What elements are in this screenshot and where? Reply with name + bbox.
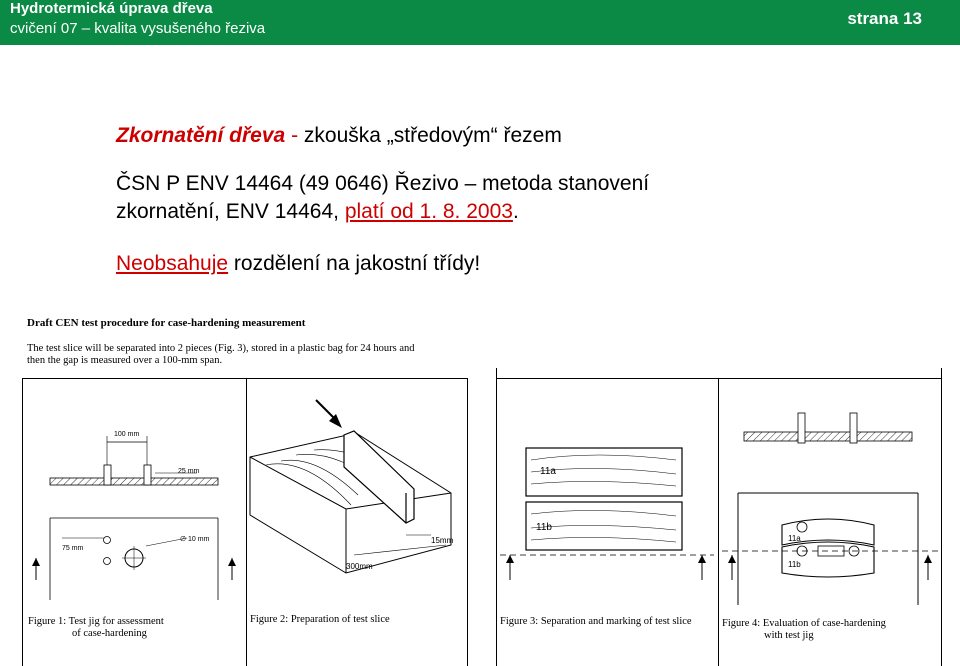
header-bar: [0, 0, 960, 45]
slide-title: [116, 124, 562, 148]
fig4-jig-bar: [744, 432, 912, 441]
fig3-caption: Figure 3: Separation and marking of test slice: [500, 616, 692, 627]
standard-suffix: .: [512, 200, 519, 223]
fig1-caption-l1: Figure 1: Test jig for assessment: [28, 616, 164, 627]
exercise-subtitle: cvičení 07 – kvalita vysušeného řeziva: [10, 20, 266, 37]
standard-line1: ČSN P ENV 14464 (49 0646) Řezivo – metoda stanovení: [116, 172, 650, 195]
course-title: Hydrotermická úprava dřeva: [10, 0, 213, 17]
draft-text-line1: The test slice will be separated into 2 pieces (Fig. 3), stored in a plastic bag for 24 hours and: [27, 343, 415, 354]
title-main: Zkornatění dřeva: [116, 124, 286, 147]
figure-3-drawing: [496, 440, 718, 590]
standard-prefix: zkornatění, ENV 14464,: [116, 200, 345, 223]
standard-valid-date: platí od 1. 8. 2003: [344, 200, 513, 223]
fig1-caption-l2: of case-hardening: [72, 628, 147, 639]
fig4-label-11b: 11b: [788, 560, 801, 569]
fig4-caption: [722, 618, 886, 642]
fig1-dim-25: 25 mm: [178, 468, 200, 475]
draft-heading: Draft CEN test procedure for case-hardening measurement: [27, 317, 306, 329]
note-underlined: Neobsahuje: [116, 252, 229, 275]
jig-pin-left: [104, 465, 111, 485]
draft-text: [27, 343, 467, 367]
page-number: strana 13: [847, 9, 922, 28]
fig4-label-11a: 11a: [788, 534, 801, 543]
fig1-dim-10: ∅ 10 mm: [180, 536, 210, 543]
fig4-caption-l2: with test jig: [764, 630, 814, 641]
figure-1-drawing: [22, 420, 246, 600]
note-rest: rozdělení na jakostní třídy!: [228, 252, 481, 275]
jig-bar: [50, 478, 218, 485]
figure-4-drawing: [718, 405, 942, 605]
title-sub: zkouška „středovým“ řezem: [303, 124, 562, 147]
jig-pin-right: [144, 465, 151, 485]
fig3-label-11b: 11b: [536, 522, 552, 533]
fig1-dim-100: 100 mm: [114, 431, 140, 438]
draft-text-line2: then the gap is measured over a 100-mm span.: [27, 355, 223, 366]
fig2-dim-15: 15mm: [431, 536, 454, 545]
note-line: [116, 252, 480, 276]
figure-2-drawing: [246, 395, 468, 585]
fig2-caption: Figure 2: Preparation of test slice: [250, 614, 390, 625]
title-dash: -: [291, 124, 299, 147]
fig1-dim-75: 75 mm: [62, 545, 84, 552]
fig4-caption-l1: Figure 4: Evaluation of case-hardening: [722, 618, 886, 629]
fig1-caption: [28, 616, 164, 640]
figures-34-top-frame: [496, 368, 942, 378]
standard-line2: [116, 200, 519, 224]
fig2-dim-300: 300mm: [346, 562, 373, 571]
fig3-label-11a: 11a: [540, 466, 556, 477]
